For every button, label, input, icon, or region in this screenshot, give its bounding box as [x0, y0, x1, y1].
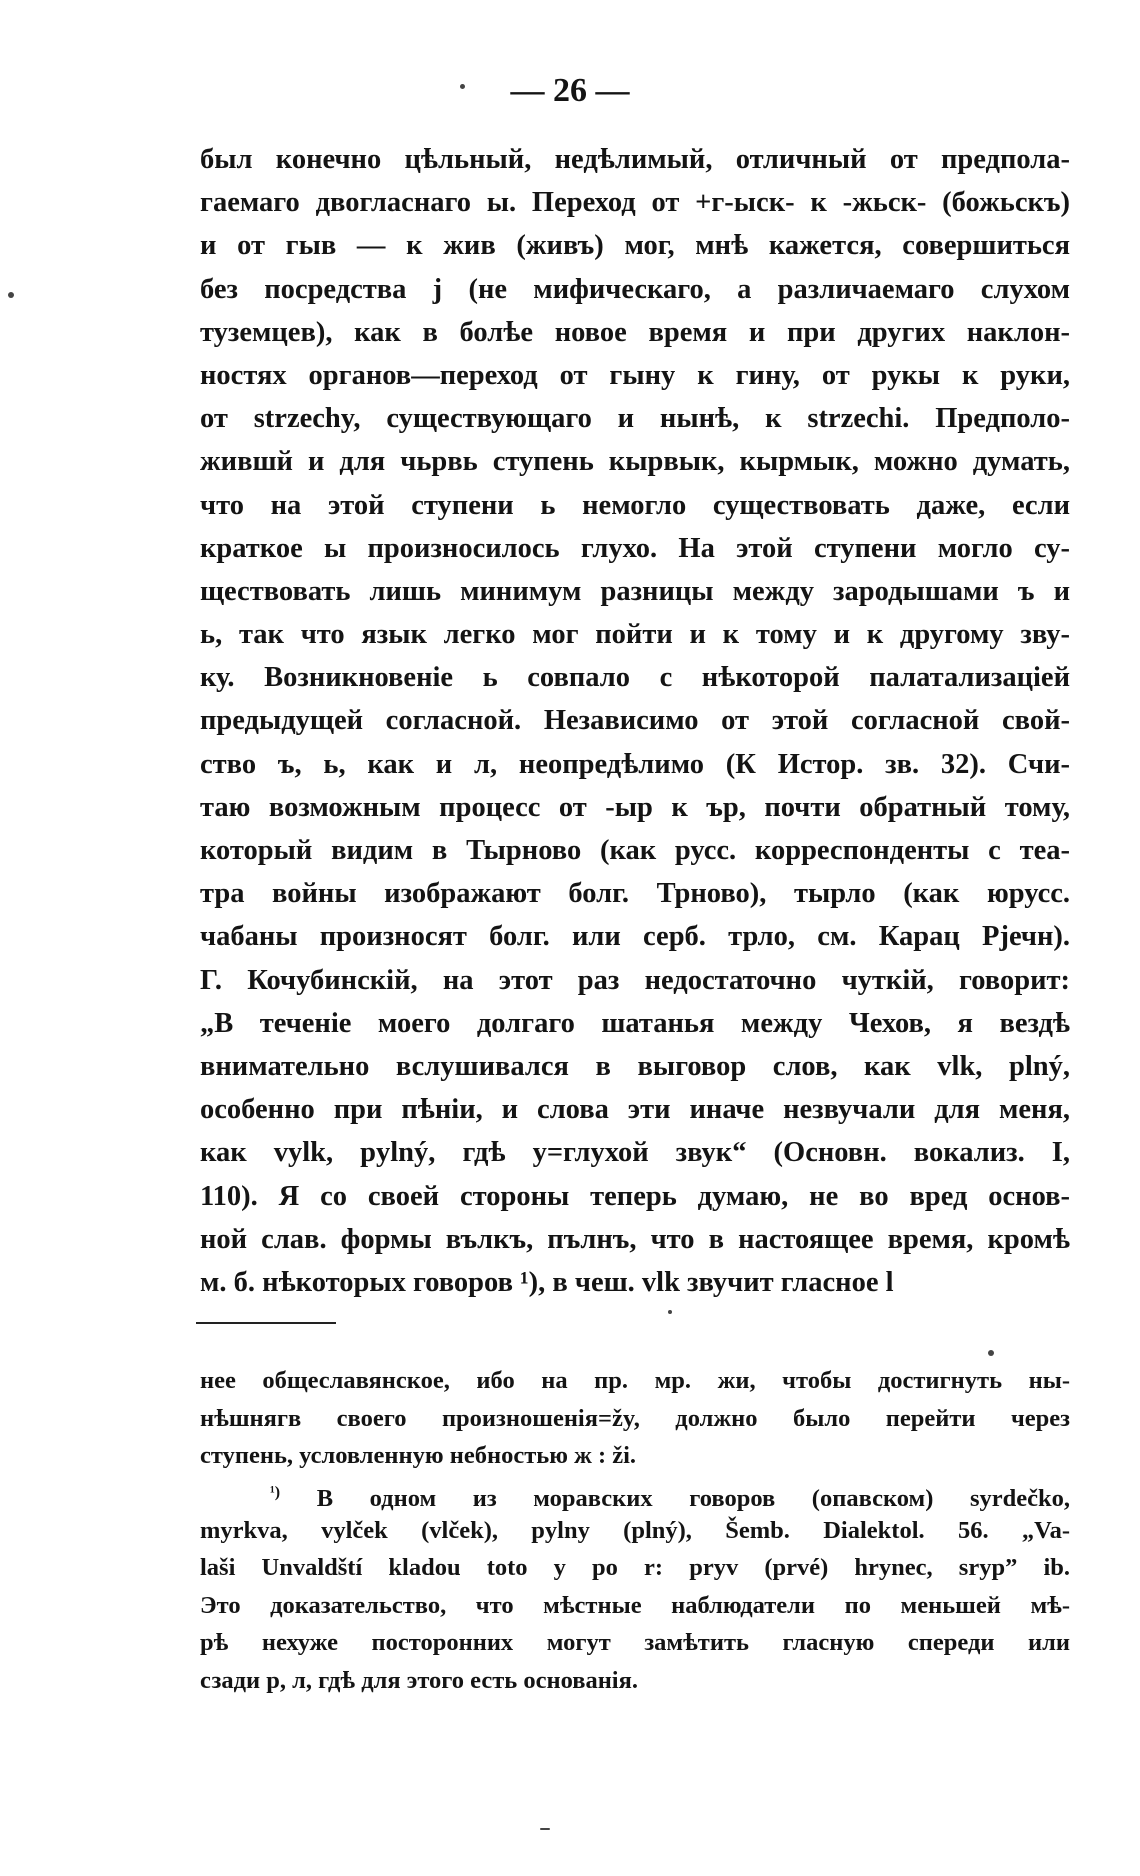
text-line: чабаны произносят болг. или серб. трло, см. Карац Рјечн). — [200, 921, 1070, 953]
footnote-1 — [200, 1474, 1070, 1699]
text-line: который видим в Тырново (как русс. корреспонденты с теа- — [200, 835, 1070, 866]
text-line: тра войны изображают болг. Трново), тырло (как юрусс. — [200, 878, 1070, 910]
footnote-line: сзади р, л, гдѣ для этого есть основанія. — [200, 1666, 638, 1694]
text-line: предыдущей согласной. Независимо от этой согласной свой- — [200, 705, 1070, 737]
text-line: ь, так что язык легко мог пойти и к тому и к другому зву- — [200, 619, 1070, 651]
scan-speck — [668, 1310, 672, 1314]
text-line: особенно при пѣніи, и слова эти иначе незвучали для меня, — [200, 1094, 1070, 1126]
text-line: что на этой ступени ь немогло существовать даже, если — [200, 489, 1070, 521]
text-line: и от гыв — к жив (живъ) мог, мнѣ кажется, совершиться — [200, 230, 1070, 262]
scan-speck — [8, 292, 14, 298]
text-line: внимательно вслушивался в выговор слов, как vlk, plný, — [200, 1050, 1070, 1082]
scan-speck — [540, 1828, 550, 1830]
text-line: как vylk, pylný, гдѣ y=глухой звук“ (Основн. вокализ. I, — [200, 1137, 1070, 1169]
text-line: краткое ы произносилось глухо. На этой ступени могло су- — [200, 532, 1070, 564]
footnote-separator — [196, 1322, 336, 1324]
text-line: ство ъ, ь, как и л, неопредѣлимо (К Истор. зв. 32). Счи- — [200, 748, 1070, 780]
footnote-line: нѣшнягв своего произношенія=žy, должно было перейти через — [200, 1404, 1070, 1432]
text-line: таю возможным процесс от -ыр к ър, почти обратный тому, — [200, 791, 1070, 823]
footnote-line: нее общеславянское, ибо на пр. мр. жи, чтобы достигнуть ны- — [200, 1367, 1070, 1394]
footnote-line — [200, 1474, 1070, 1512]
scan-speck — [988, 1350, 994, 1356]
text-line: ной слав. формы вълкъ, пълнъ, что в настоящее время, кромѣ — [200, 1223, 1070, 1255]
main-text-block — [200, 138, 1070, 1304]
text-line: ществовать лишь минимум разницы между зародышами ъ и — [200, 575, 1070, 607]
footnote-line: ступень, условленную небностью ж : ži. — [200, 1442, 637, 1469]
footnote-line: рѣ нехуже посторонних могут замѣтить гласную спереди или — [200, 1629, 1070, 1656]
text-line: без посредства j (не мифическаго, а различаемаго слухом — [200, 273, 1070, 305]
text-line: 110). Я со своей стороны теперь думаю, не во вред основ- — [200, 1180, 1070, 1212]
text-line: „В теченіе моего долгаго шатанья между Чехов, я вездѣ — [200, 1007, 1070, 1039]
text-line: гаемаго двогласнаго ы. Переход от +г-ыск- к -жьск- (божьскъ) — [200, 187, 1070, 219]
footnote-line-text: В одном из моравских говоров (опавском) syrdečko, — [316, 1485, 1071, 1513]
text-line: ностях органов—переход от гыну к гину, от рукы к руки, — [200, 359, 1070, 391]
scan-speck — [460, 84, 465, 89]
footnote-line: laši Unvaldští kladou toto y po r: pryv (prvé) hrynec, sryp” ib. — [200, 1554, 1070, 1581]
text-line: был конечно цѣльный, недѣлимый, отличный от предпола- — [200, 144, 1070, 175]
text-line: жившй и для чьрвь ступень кырвык, кырмык, можно думать, — [200, 446, 1070, 478]
text-line: туземцев), как в болѣе новое время и при других наклон- — [200, 316, 1070, 348]
footnote-marker: ¹) — [270, 1484, 281, 1501]
footnote-line: myrkva, vylček (vlček), pylny (plný), Šemb. Dialektol. 56. „Va- — [200, 1516, 1070, 1544]
footnote-continuation — [200, 1362, 1070, 1475]
text-line: ку. Возникновеніе ь совпало с нѣкоторой палатализаціей — [200, 662, 1070, 694]
page-number: — 26 — — [510, 72, 630, 109]
text-line: Г. Кочубинскій, на этот раз недостаточно чуткій, говорит: — [200, 964, 1070, 996]
footnote-line: Это доказательство, что мѣстные наблюдатели по меньшей мѣ- — [200, 1591, 1070, 1619]
text-line: м. б. нѣкоторых говоров ¹), в чеш. vlk звучит гласное l — [200, 1266, 894, 1298]
text-line: от strzechy, существующаго и нынѣ, к strzechi. Предполо- — [200, 403, 1070, 435]
